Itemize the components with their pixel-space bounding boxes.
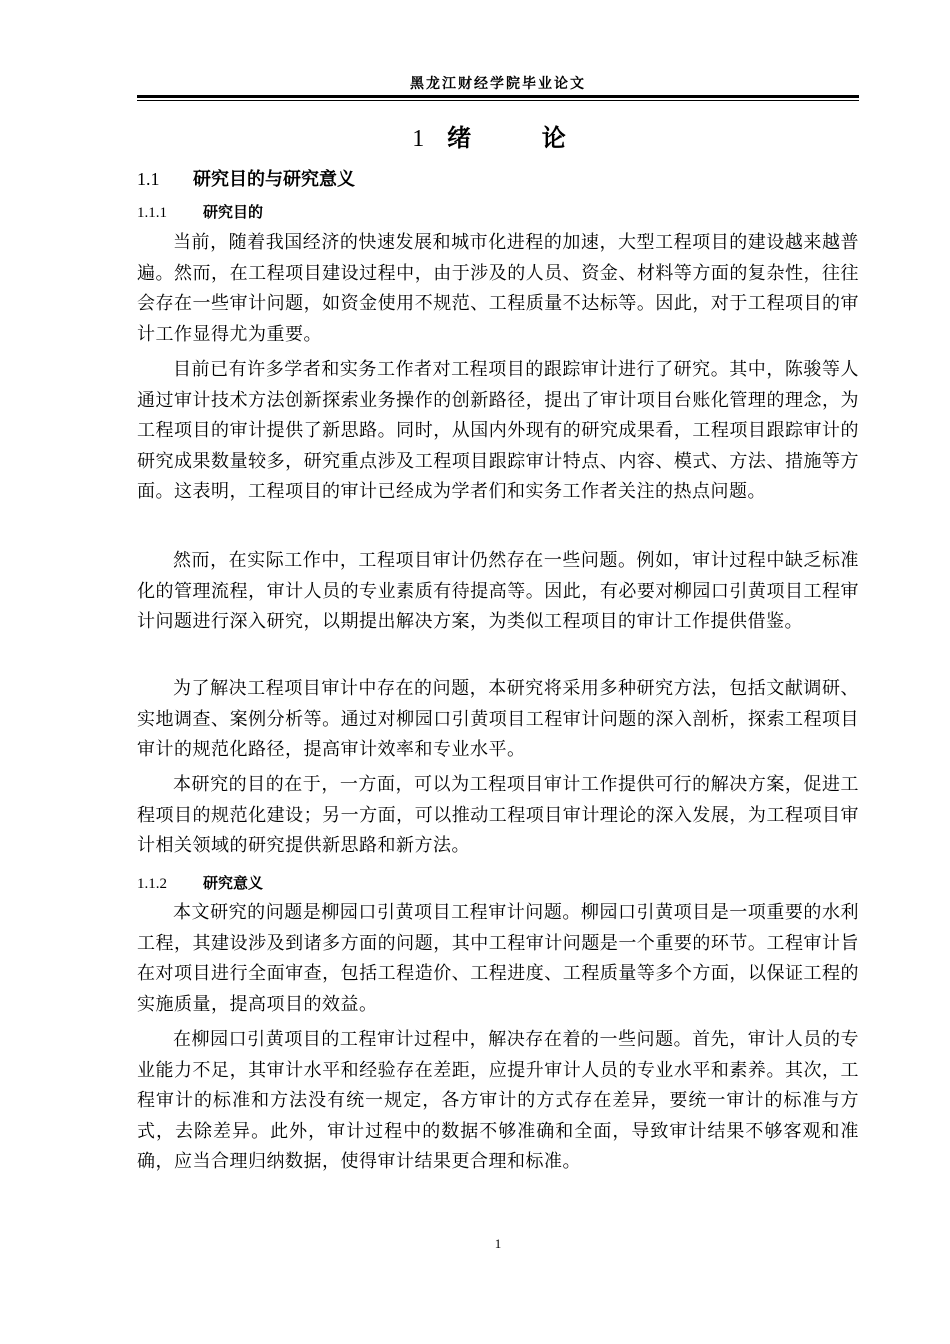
header-rule-thick xyxy=(137,95,859,98)
section-number: 1.1 xyxy=(137,169,160,189)
paragraph: 然而，在实际工作中，工程项目审计仍然存在一些问题。例如，审计过程中缺乏标准化的管理流程，审计人员的专业素质有待提高等。因此，有必要对柳园口引黄项目工程审计问题进行深入研究，以期提出解决方案，为类似工程项目的审计工作提供借鉴。 xyxy=(137,550,859,633)
chapter-number: 1 xyxy=(412,126,425,152)
paragraph: 本文研究的问题是柳园口引黄项目工程审计问题。柳园口引黄项目是一项重要的水利工程，其建设涉及到诸多方面的问题，其中工程审计问题是一个重要的环节。工程审计旨在对项目进行全面审查，包括工程造价、工程进度、工程质量等多个方面，以保证工程的实施质量，提高项目的效益。 xyxy=(137,902,859,1015)
paragraph: 本研究的目的在于，一方面，可以为工程项目审计工作提供可行的解决方案，促进工程项目的规范化建设；另一方面，可以推动工程项目审计理论的深入发展，为工程项目审计相关领域的研究提供新思路和新方法。 xyxy=(137,774,859,857)
chapter-title xyxy=(137,122,859,155)
section-title: 研究目的与研究意义 xyxy=(193,169,355,190)
page-number: 1 xyxy=(494,1236,502,1251)
paragraph: 目前已有许多学者和实务工作者对工程项目的跟踪审计进行了研究。其中，陈骏等人通过审计技术方法创新探索业务操作的创新路径，提出了审计项目台账化管理的理念，为工程项目的审计提供了新思路。同时，从国内外现有的研究成果看，工程项目跟踪审计的研究成果数量较多，研究重点涉及工程项目跟踪审计特点、内容、模式、方法、措施等方面。这表明，工程项目的审计已经成为学者们和实务工作者关注的热点问题。 xyxy=(137,359,859,503)
paragraph: 当前，随着我国经济的快速发展和城市化进程的加速，大型工程项目的建设越来越普遍。然而，在工程项目建设过程中，由于涉及的人员、资金、材料等方面的复杂性，往往会存在一些审计问题，如资金使用不规范、工程质量不达标等。因此，对于工程项目的审计工作显得尤为重要。 xyxy=(137,232,859,345)
section-title: 研究目的 xyxy=(203,203,264,221)
page-header-title: 黑龙江财经学院毕业论文 xyxy=(410,76,586,92)
section-number: 1.1.1 xyxy=(137,205,167,221)
section-number: 1.1.2 xyxy=(137,876,167,892)
header-rule-thin xyxy=(137,100,859,101)
section-heading-1-1-1 xyxy=(137,201,263,224)
paragraph: 为了解决工程项目审计中存在的问题，本研究将采用多种研究方法，包括文献调研、实地调查、案例分析等。通过对柳园口引黄项目工程审计问题的深入剖析，探索工程项目审计的规范化路径，提高审计效率和专业水平。 xyxy=(137,678,859,761)
chapter-title-text: 绪 论 xyxy=(447,124,584,152)
section-heading-1-1-2 xyxy=(137,872,263,895)
paragraph: 在柳园口引黄项目的工程审计过程中，解决存在着的一些问题。首先，审计人员的专业能力不足，其审计水平和经验存在差距，应提升审计人员的专业水平和素养。其次，工程审计的标准和方法没有统一规定，各方审计的方式存在差异，要统一审计的标准与方式，去除差异。此外，审计过程中的数据不够准确和全面，导致审计结果不够客观和准确，应当合理归纳数据，使得审计结果更合理和标准。 xyxy=(137,1029,859,1173)
section-title: 研究意义 xyxy=(203,874,264,892)
section-heading-1-1 xyxy=(137,166,355,193)
